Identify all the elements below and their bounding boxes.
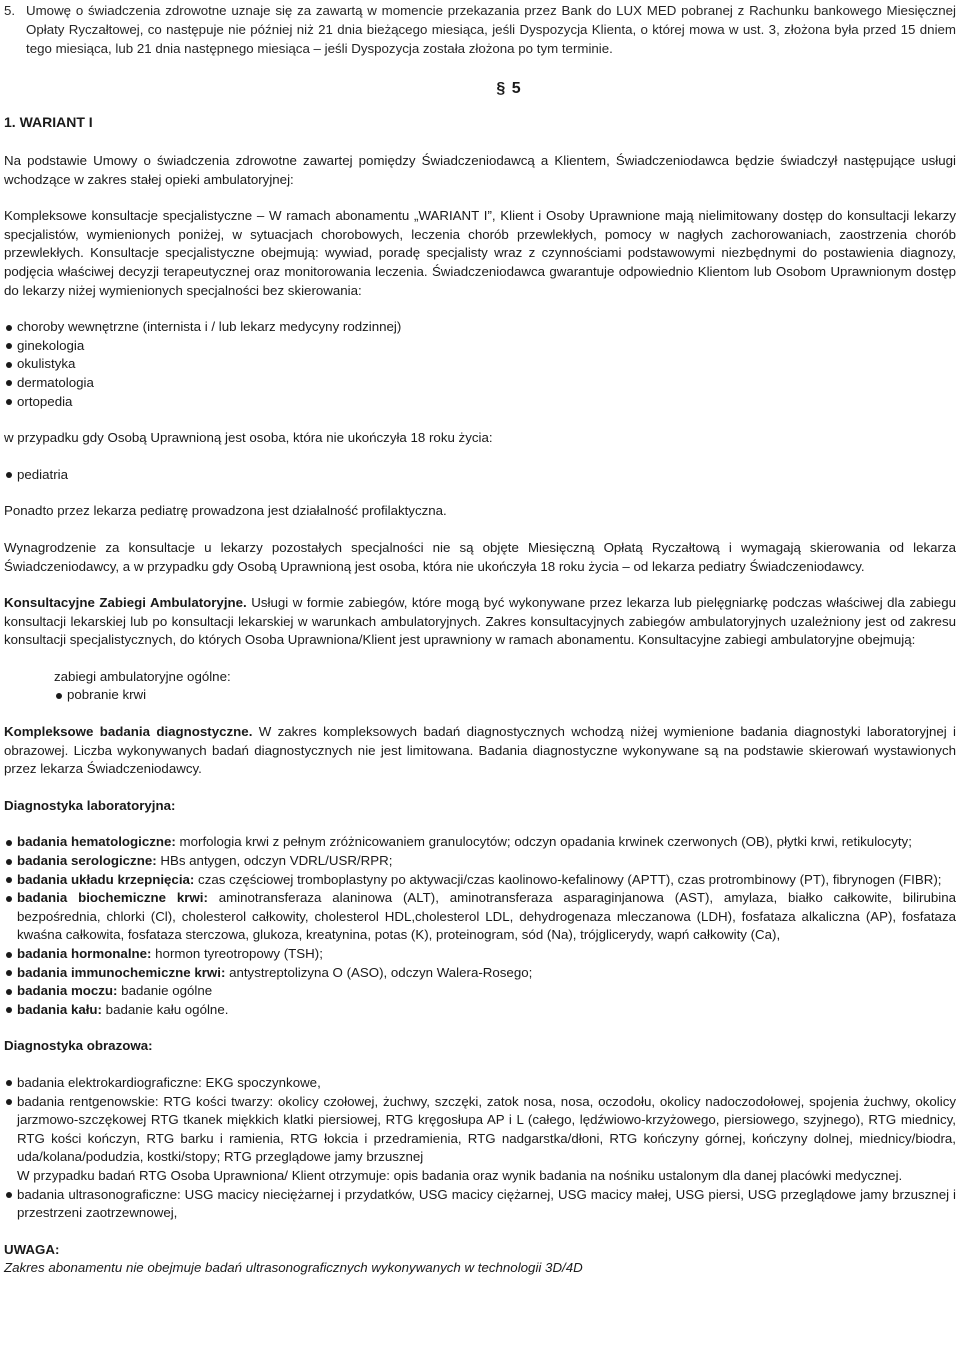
general-procedures-block (4, 668, 956, 705)
list-item: badania hormonalne: hormon tyreotropowy (TSH); (4, 945, 956, 964)
warning-label: UWAGA: (4, 1241, 60, 1257)
list-item: ortopedia (4, 393, 956, 412)
list-item: ginekologia (4, 337, 956, 356)
list-item: badania immunochemiczne krwi: antystreptolizyna O (ASO), odczyn Walera-Rosego; (4, 964, 956, 983)
procedures-label: Konsultacyjne Zabiegi Ambulatoryjne. (4, 595, 247, 611)
consultation-paragraph: Kompleksowe konsultacje specjalistyczne – W ramach abonamentu „WARIANT I”, Klient i Osoby Uprawnione mają nielimitowany dostęp do konsultacji lekarzy specjalistów, wymienionych poniżej, w sytuacjach chorobowych, leczenia chorób przewlekłych, pomocy w nagłych zachorowaniach, zaostrzenia chorób przewlekłych. Konsultacje specjalistyczne obejmują: wywiad, poradę specjalisty wraz z czynnościami podstawowymi niezbędnymi do postawienia diagnozy, podjęcia właściwej decyzji terapeutycznej oraz monitorowania leczenia. Świadczeniodawca gwarantuje odpowiednio Klientom lub Osobom Uprawnionym dostęp do lekarzy niżej wymienionych specjalności bez skierowania: (4, 208, 956, 298)
lab-list (4, 833, 956, 1019)
list-item: choroby wewnętrzne (internista i / lub lekarz medycyny rodzinnej) (4, 318, 956, 337)
general-procedures-list (54, 686, 956, 705)
variant-title: 1. WARIANT I (4, 114, 93, 130)
diagnostics-text: W zakres kompleksowych badań diagnostycznych wchodzą niżej wymienione badania diagnostyki laboratoryjnej i obrazowej. Liczba wykonywanych badań diagnostycznych nie jest limitowana. Badania diagnostyczne wykonywane są na podstawie skierowań wystawionych przez lekarza Świadczeniodawcy. (4, 724, 956, 777)
rtg-note: W przypadku badań RTG Osoba Uprawniona/ Klient otrzymuje: opis badania oraz wynik badania na nośniku ustalonym dla danej placówki medycznej. (17, 1167, 903, 1183)
general-procedures-label: zabiegi ambulatoryjne ogólne: (54, 668, 231, 684)
lab-heading: Diagnostyka laboratoryjna: (4, 797, 176, 813)
list-item: badania ultrasonograficzne: USG macicy nieciężarnej i przydatków, USG macicy ciężarnej, USG macicy małej, USG piersi, USG przeglądowe jamy brzusznej i przestrzeni zaotrzewnowej, (4, 1186, 956, 1223)
under18-paragraph: w przypadku gdy Osobą Uprawnioną jest osoba, która nie ukończyła 18 roku życia: (4, 430, 493, 446)
imaging-list (4, 1074, 956, 1223)
section-mark: § 5 (496, 80, 522, 97)
procedures-paragraph (4, 594, 956, 650)
basis-paragraph: Na podstawie Umowy o świadczenia zdrowotne zawartej pomiędzy Świadczeniodawcą a Klientem, Świadczeniodawca będzie świadczył następujące usługi wchodzące w zakres stałej opieki ambulatoryjnej: (4, 153, 956, 187)
intro-text: Umowę o świadczenia zdrowotne uznaje się za zawartą w momencie przekazania przez Bank do LUX MED pobranej z Rachunku bankowego Miesięcznej Opłaty Ryczałtowej, co następuje nie później niż 21 dnia bieżącego miesiąca, jeśli Dyspozycja Klienta, o której mowa w ust. 3, złożona była przed 15 dniem tego miesiąca, lub 21 dnia następnego miesiąca – jeśli Dyspozycja została złożona po tym terminie. (26, 3, 956, 56)
intro-number: 5. (4, 3, 16, 18)
list-item: badania moczu: badanie ogólne (4, 982, 956, 1001)
remuneration-paragraph: Wynagrodzenie za konsultacje u lekarzy pozostałych specjalności nie są objęte Miesięczną Opłatą Ryczałtową i wymagają skierowania od lekarza Świadczeniodawcy, a w przypadku gdy Osobą Uprawnioną jest osoba, która nie ukończyła 18 roku życia – od lekarza pediatry Świadczeniodawcy. (4, 539, 956, 574)
warning-text: Zakres abonamentu nie obejmuje badań ultrasonograficznych wykonywanych w technologii 3D/4D (4, 1260, 583, 1276)
prophylaxis-paragraph: Ponadto przez lekarza pediatrę prowadzona jest działalność profilaktyczna. (4, 503, 447, 519)
list-item: badania biochemiczne krwi: aminotransferaza alaninowa (ALT), aminotransferaza asparaginjanowa (AST), amylaza, białko całkowite, bilirubina bezpośrednia, chlorki (Cl), cholesterol całkowity, cholesterol HDL,cholesterol LDL, dehydrogenaza mleczanowa (LDH), fosfataza alkaliczna (AP), fosfataza kwaśna całkowita, fosfataza sterczowa, glukoza, kreatynina, potas (K), proteinogram, sód (Na), trójglicerydy, wapń całkowity (Ca), (4, 889, 956, 945)
list-item: okulistyka (4, 355, 956, 374)
list-item: dermatologia (4, 374, 956, 393)
list-item (4, 1093, 956, 1186)
imaging-heading: Diagnostyka obrazowa: (4, 1038, 153, 1054)
procedures-text: Usługi w formie zabiegów, które mogą być wykonywane przez lekarza lub pielęgniarkę podczas właściwej dla zabiegu konsultacji lekarskiej lub po konsultacji lekarskiej w warunkach ambulatoryjnych. Zakres konsultacyjnych zabiegów ambulatoryjnych uzależniony jest od zakresu konsultacji specjalistycznych, do których Osoba Uprawniona/Klient jest uprawniony w ramach abonamentu. Konsultacyjne zabiegi ambulatoryjne obejmują: (4, 595, 956, 648)
list-item: pediatria (4, 466, 956, 485)
list-item: badania układu krzepnięcia: czas częściowej tromboplastyny po aktywacji/czas kaolinowo-kefalinowy (APTT), czas protrombinowy (PT), fibrynogen (FIBR); (4, 871, 956, 890)
list-item: badania kału: badanie kału ogólne. (4, 1001, 956, 1020)
list-item: pobranie krwi (54, 686, 956, 705)
diagnostics-label: Kompleksowe badania diagnostyczne. (4, 724, 253, 740)
intro-paragraph (4, 1, 956, 58)
diagnostics-paragraph (4, 723, 956, 779)
specialties-list (4, 318, 956, 411)
pediatric-list (4, 466, 956, 485)
list-item: badania elektrokardiograficzne: EKG spoczynkowe, (4, 1074, 956, 1093)
list-item: badania hematologiczne: morfologia krwi z pełnym zróżnicowaniem granulocytów; odczyn opadania krwinek czerwonych (OB), płytki krwi, retikulocyty; (4, 833, 956, 852)
list-item: badania serologiczne: HBs antygen, odczyn VDRL/USR/RPR; (4, 852, 956, 871)
rtg-text: badania rentgenowskie: RTG kości twarzy: okolicy czołowej, żuchwy, szczęki, zatok nosa, nosa, oczodołu, okolicy nadoczodołowej, spojenia żuchwy, okolicy jarzmowo-szczękowej RTG tkanek miękkich klatki piersiowej, RTG kręgosłupa AP i L (całego, lędźwiowo-krzyżowego, piersiowego, szyjnego), RTG miednicy, RTG kości kończyn, RTG barku i ramienia, RTG łokcia i przedramienia, RTG nadgarstka/dłoni, RTG kończyny górnej, kończyny dolnej, miednicy/biodra, uda/kolana/podudzia, kostki/stopy; RTG przeglądowe jamy brzusznej (17, 1093, 956, 1165)
